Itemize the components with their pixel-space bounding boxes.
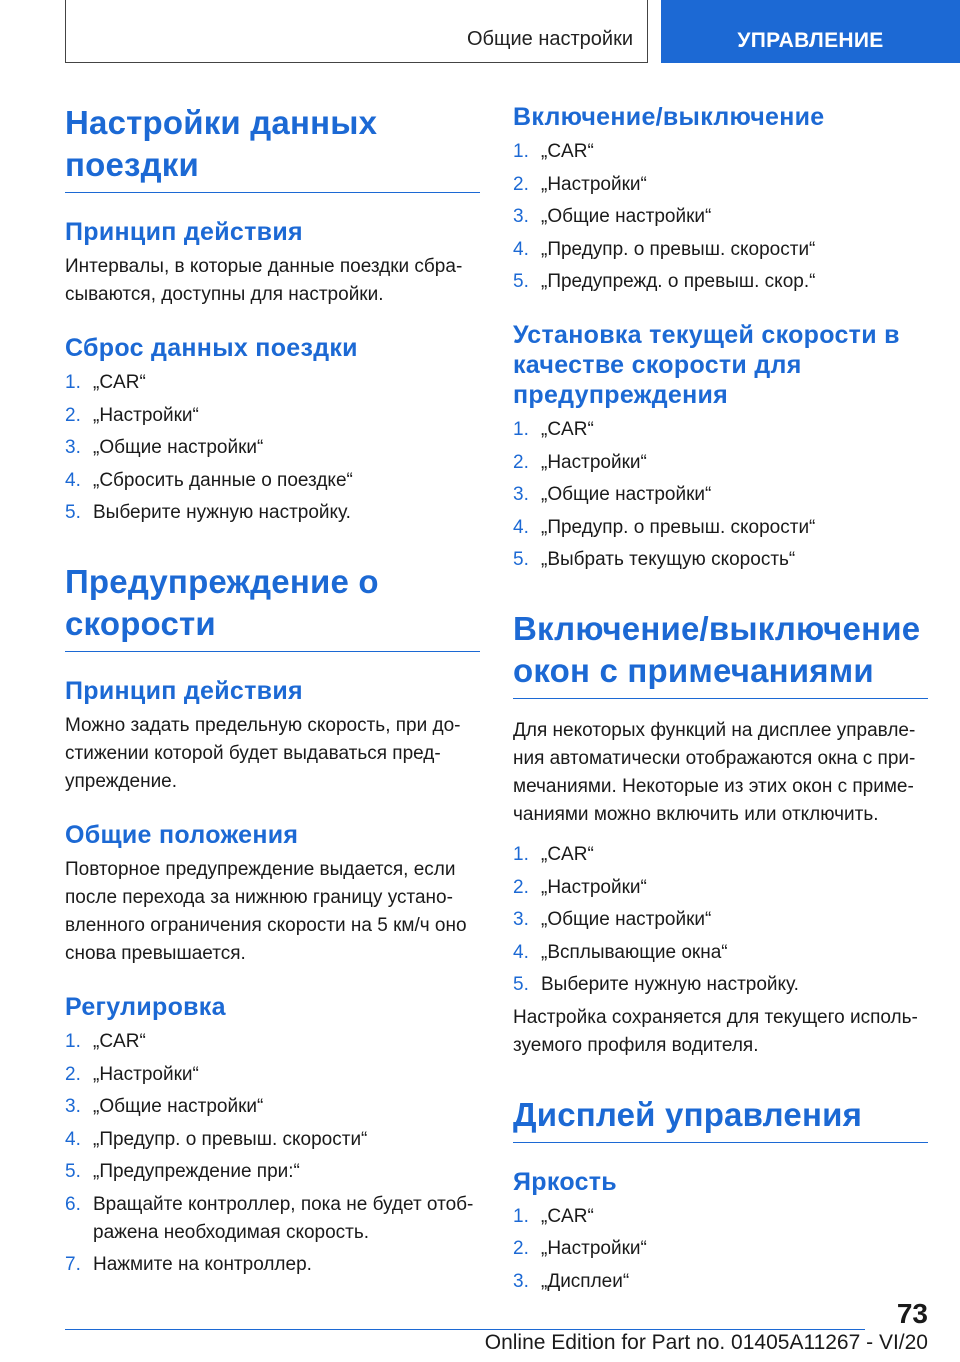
list-item: 3. „Общие настройки“ bbox=[513, 909, 712, 930]
list-item: 1. „CAR“ bbox=[513, 419, 594, 440]
header-section-title: Общие настройки bbox=[467, 28, 633, 50]
right-column bbox=[513, 102, 928, 1300]
list-item: 1. „CAR“ bbox=[513, 141, 594, 162]
list-item: 5. Выберите нужную настройку. bbox=[65, 502, 351, 523]
trip-principle-heading: Принцип действия bbox=[65, 218, 303, 246]
reset-heading: Сброс данных поездки bbox=[65, 334, 358, 362]
header-chapter-tab: УПРАВЛЕНИЕ bbox=[661, 0, 960, 63]
page-number: 73 bbox=[896, 1298, 928, 1329]
list-item: 1. „CAR“ bbox=[65, 372, 146, 393]
popup-title: Включение/выключение окон с примечаниями bbox=[513, 608, 928, 699]
list-item: 3. „Дисплеи“ bbox=[513, 1270, 630, 1292]
list-item: 2. „Настройки“ bbox=[513, 173, 647, 195]
adjust-heading: Регулировка bbox=[65, 993, 226, 1021]
list-item: 1. „CAR“ bbox=[513, 844, 594, 865]
list-item: 2. „Настройки“ bbox=[513, 451, 647, 473]
brightness-steps-list bbox=[513, 1203, 928, 1296]
list-item: 1. „CAR“ bbox=[513, 1205, 594, 1227]
speed-warning-title: Предупреждение о скорости bbox=[65, 561, 480, 652]
set-current-steps-list bbox=[513, 416, 928, 574]
list-item: 4. „Всплывающие окна“ bbox=[513, 941, 728, 963]
adjust-steps-list bbox=[65, 1028, 480, 1279]
footer-divider bbox=[65, 1329, 865, 1330]
general-heading: Общие положения bbox=[65, 821, 299, 849]
list-item: 3. „Общие настройки“ bbox=[65, 437, 264, 458]
popup-intro: Для некоторых функций на дисплее управле-ния автоматически отображаются окна с при-мечаниями. Некоторые из этих окон с приме-чаниями можно включить или отключить. bbox=[513, 720, 916, 825]
list-item: 7. Нажмите на контроллер. bbox=[65, 1254, 312, 1275]
list-item: 4. „Предупр. о превыш. скорости“ bbox=[513, 238, 816, 260]
general-text: Повторное предупреждение выдается, если после перехода за нижнюю границу устано-вленного ограничения скорости на 5 км/ч оно снова превышается. bbox=[65, 859, 467, 964]
onoff-heading: Включение/выключение bbox=[513, 103, 825, 131]
speed-principle-heading: Принцип действия bbox=[65, 677, 303, 705]
list-item: 3. „Общие настройки“ bbox=[513, 206, 712, 227]
onoff-steps-list bbox=[513, 138, 928, 296]
list-item: 5. Выберите нужную настройку. bbox=[513, 974, 799, 995]
list-item: 3. „Общие настройки“ bbox=[513, 484, 712, 505]
list-item: 1. „CAR“ bbox=[65, 1031, 146, 1052]
list-item: 5. „Выбрать текущую скорость“ bbox=[513, 549, 796, 570]
footer-edition: Online Edition for Part no. 01405A11267 - VI/20 bbox=[484, 1331, 928, 1354]
list-item: 5. „Предупрежд. о превыш. скор.“ bbox=[513, 271, 816, 292]
trip-data-title: Настройки данных поездки bbox=[65, 102, 480, 193]
set-current-heading: Установка текущей скорости в качестве скорости для предупреждения bbox=[513, 321, 900, 409]
popup-note: Настройка сохраняется для текущего исполь-зуемого профиля водителя. bbox=[513, 1006, 918, 1056]
list-item: 4. „Сбросить данные о поездке“ bbox=[65, 469, 353, 491]
list-item: 2. „Настройки“ bbox=[513, 876, 647, 898]
reset-steps-list bbox=[65, 369, 480, 527]
list-item: 2. „Настройки“ bbox=[65, 1063, 199, 1085]
list-item: 2. „Настройки“ bbox=[65, 404, 199, 426]
list-item: 4. „Предупр. о превыш. скорости“ bbox=[65, 1128, 368, 1150]
brightness-heading: Яркость bbox=[513, 1167, 617, 1196]
trip-principle-text: Интервалы, в которые данные поездки сбра-сываются, доступны для настройки. bbox=[65, 256, 463, 305]
popup-steps-list bbox=[513, 841, 928, 999]
display-title: Дисплей управления bbox=[513, 1094, 928, 1143]
list-item: 5. „Предупреждение при:“ bbox=[65, 1161, 300, 1182]
list-item: 4. „Предупр. о превыш. скорости“ bbox=[513, 516, 816, 538]
left-column bbox=[65, 102, 480, 1284]
list-item: 6. Вращайте контроллер, пока не будет отоб-ражена необходимая скорость. bbox=[65, 1193, 474, 1243]
list-item: 2. „Настройки“ bbox=[513, 1238, 647, 1259]
list-item: 3. „Общие настройки“ bbox=[65, 1096, 264, 1117]
header-section-box bbox=[65, 0, 648, 63]
speed-principle-text: Можно задать предельную скорость, при до-стижении которой будет выдаваться пред-упреждение. bbox=[65, 715, 461, 792]
